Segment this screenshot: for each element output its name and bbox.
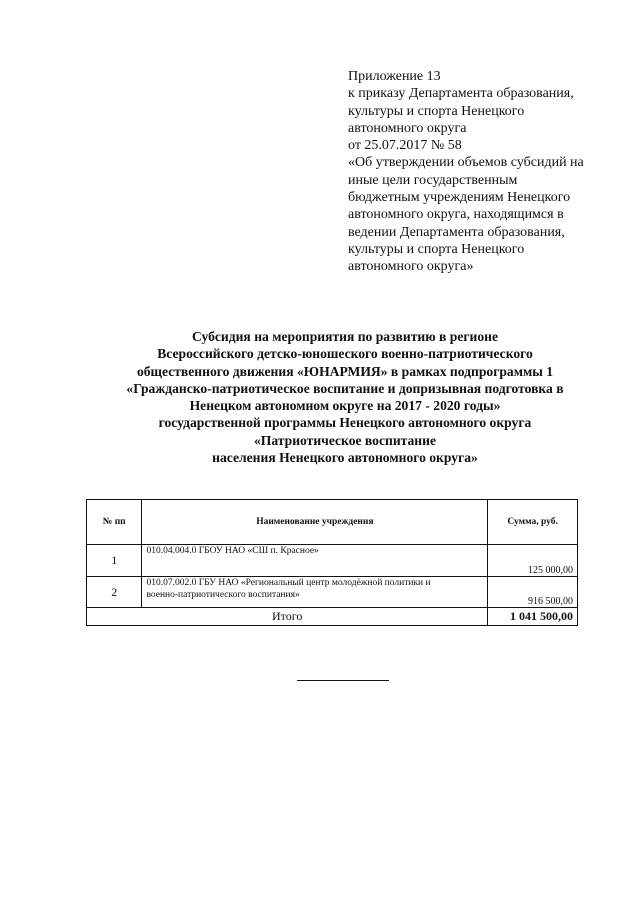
appendix-line: бюджетным учреждениям Ненецкого: [348, 190, 571, 206]
row-name-line: военно-патриотического воспитания»: [146, 590, 300, 600]
appendix-line: автономного округа»: [348, 259, 474, 275]
table-row: [87, 545, 578, 577]
title-line: государственной программы Ненецкого автономного округа: [158, 415, 532, 431]
row-sum: 916 500,00: [488, 577, 578, 608]
title-line: Субсидия на мероприятия по развитию в регионе: [191, 329, 499, 344]
appendix-line: «Об утверждении объемов субсидий на: [348, 155, 584, 171]
row-name: [142, 545, 488, 577]
total-sum: 1 041 500,00: [488, 608, 578, 626]
row-num: 1: [87, 545, 142, 577]
row-num: 2: [87, 577, 142, 608]
title-line: населения Ненецкого автономного округа»: [212, 450, 478, 466]
appendix-line: ведении Департамента образования,: [348, 224, 565, 240]
row-name-line: 010.04.004.0 ГБОУ НАО «СШ п. Красное»: [146, 546, 319, 556]
appendix-line: культуры и спорта Ненецкого: [348, 241, 525, 257]
title-line: «Патриотическое воспитание: [253, 432, 437, 448]
appendix-line: автономного округа, находящимся в: [348, 207, 564, 223]
title-line: Ненецком автономном округе на 2017 - 2020 годы»: [189, 398, 501, 414]
row-name: [142, 577, 488, 608]
subsidy-table: [86, 499, 578, 626]
appendix-line: к приказу Департамента образования,: [348, 86, 574, 102]
header-name: Наименование учреждения: [142, 500, 488, 545]
table-header-row: [87, 500, 578, 545]
title-line: общественного движения «ЮНАРМИЯ» в рамках подпрограммы 1: [136, 363, 554, 379]
appendix-line: культуры и спорта Ненецкого: [348, 103, 525, 119]
appendix-line: Приложение 13: [348, 69, 441, 84]
title-line: Всероссийского детско-юношеского военно-патриотического: [157, 346, 533, 362]
header-num: № пп: [87, 500, 142, 545]
header-sum: Сумма, руб.: [488, 500, 578, 545]
appendix-line: от 25.07.2017 № 58: [348, 138, 462, 154]
row-name-line: 010.07.002.0 ГБУ НАО «Региональный центр молодёжной политики и: [146, 578, 431, 588]
appendix-line: иные цели государственным: [348, 172, 518, 188]
total-row: [87, 608, 578, 626]
appendix-line: автономного округа: [348, 120, 467, 136]
total-label: Итого: [87, 608, 488, 626]
appendix-block: [348, 68, 598, 276]
row-sum: 125 000,00: [488, 545, 578, 577]
table-row: [87, 577, 578, 608]
title-line: «Гражданско-патриотическое воспитание и допризывная подготовка в: [126, 380, 564, 396]
document-title: [80, 328, 610, 466]
closing-rule: [297, 680, 389, 681]
